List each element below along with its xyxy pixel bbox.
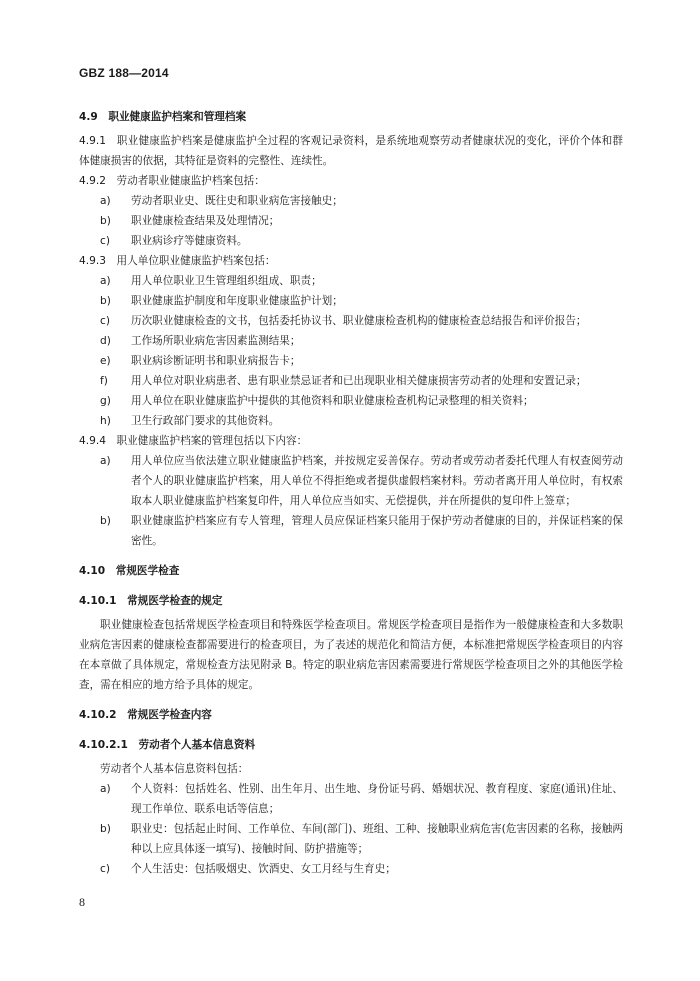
para-4-9-4: 4.9.4 职业健康监护档案的管理包括以下内容： bbox=[79, 435, 308, 447]
list-item bbox=[79, 211, 623, 231]
list-item bbox=[79, 291, 623, 311]
list-item bbox=[79, 411, 623, 431]
list-item-text: 用人单位应当依法建立职业健康监护档案，并按规定妥善保存。劳动者或劳动者委托代理人有权查阅劳动者个人的职业健康监护档案，用人单位不得拒绝或者提供虚假档案材料。劳动者离开用人单位时，有权索取本人职业健康监护档案复印件，用人单位应当如实、无偿提供，并在所提供的复印件上签章； bbox=[131, 455, 623, 507]
para-4-9-3: 4.9.3 用人单位职业健康监护档案包括： bbox=[79, 255, 276, 267]
list-item bbox=[79, 391, 623, 411]
list-item bbox=[79, 231, 623, 251]
list-item-label: a) bbox=[100, 195, 111, 207]
section-4-9-title: 4.9 职业健康监护档案和管理档案 bbox=[79, 111, 247, 123]
list-item bbox=[79, 191, 623, 211]
list-item-label: f) bbox=[100, 375, 108, 387]
list-item-label: b) bbox=[100, 515, 111, 527]
list-item bbox=[79, 859, 623, 879]
list-item bbox=[79, 271, 623, 291]
standard-header: GBZ 188—2014 bbox=[79, 66, 169, 80]
list-item-label: a) bbox=[100, 455, 111, 467]
list-item-text: 个人生活史：包括吸烟史、饮酒史、女工月经与生育史； bbox=[131, 863, 396, 875]
list-item bbox=[79, 511, 623, 551]
section-4-10-2-1-title: 4.10.2.1 劳动者个人基本信息资料 bbox=[79, 739, 256, 751]
list-item-text: 职业病诊疗等健康资料。 bbox=[131, 235, 248, 247]
list-item bbox=[79, 819, 623, 859]
list-item-text: 用人单位职业卫生管理组织组成、职责； bbox=[131, 275, 322, 287]
para-4-10-2-1-intro: 劳动者个人基本信息资料包括： bbox=[100, 763, 249, 775]
list-item-label: a) bbox=[100, 275, 111, 287]
page-content bbox=[79, 103, 623, 879]
list-item bbox=[79, 779, 623, 819]
list-item bbox=[79, 331, 623, 351]
list-item-text: 个人资料：包括姓名、性别、出生年月、出生地、身份证号码、婚姻状况、教育程度、家庭(通讯)住址、现工作单位、联系电话等信息； bbox=[131, 783, 623, 815]
list-item-text: 职业病诊断证明书和职业病报告卡； bbox=[131, 355, 301, 367]
list-item-label: b) bbox=[100, 215, 111, 227]
list-item-text: 职业史：包括起止时间、工作单位、车间(部门)、班组、工种、接触职业病危害(危害因素的名称，接触两种以上应具体逐一填写)、接触时间、防护措施等； bbox=[131, 823, 623, 855]
list-item-text: 劳动者职业史、既往史和职业病危害接触史； bbox=[131, 195, 343, 207]
section-4-10-1-title: 4.10.1 常规医学检查的规定 bbox=[79, 595, 223, 607]
list-item-label: a) bbox=[100, 783, 111, 795]
list-item bbox=[79, 311, 623, 331]
list-item-label: d) bbox=[100, 335, 111, 347]
list-item-label: c) bbox=[100, 863, 110, 875]
list-4-9-4 bbox=[79, 451, 623, 551]
page-number: 8 bbox=[79, 895, 85, 909]
list-item-text: 职业健康监护档案应有专人管理，管理人员应保证档案只能用于保护劳动者健康的目的，并保证档案的保密性。 bbox=[131, 515, 623, 547]
list-item-text: 职业健康监护制度和年度职业健康监护计划； bbox=[131, 295, 343, 307]
para-4-9-2: 4.9.2 劳动者职业健康监护档案包括： bbox=[79, 175, 265, 187]
list-item-label: c) bbox=[100, 315, 110, 327]
para-4-9-1: 4.9.1 职业健康监护档案是健康监护全过程的客观记录资料，是系统地观察劳动者健康状况的变化，评价个体和群体健康损害的依据，其特征是资料的完整性、连续性。 bbox=[79, 135, 623, 167]
list-4-9-3 bbox=[79, 271, 623, 431]
list-item-text: 卫生行政部门要求的其他资料。 bbox=[131, 415, 280, 427]
list-item-label: b) bbox=[100, 295, 111, 307]
para-4-10-1: 职业健康检查包括常规医学检查项目和特殊医学检查项目。常规医学检查项目是指作为一般健康检查和大多数职业病危害因素的健康检查都需要进行的检查项目，为了表述的规范化和简洁方便，本标准把常规医学检查项目的内容在本章做了具体规定，常规检查方法见附录 B。特定的职业病危害因素需要进行常规医学检查项目之外的其他医学检查，需在相应的地方给予具体的规定。 bbox=[79, 619, 623, 691]
list-item-text: 职业健康检查结果及处理情况； bbox=[131, 215, 280, 227]
list-item bbox=[79, 451, 623, 511]
list-item-label: b) bbox=[100, 823, 111, 835]
list-item-text: 用人单位对职业病患者、患有职业禁忌证者和已出现职业相关健康损害劳动者的处理和安置记录； bbox=[131, 375, 587, 387]
section-4-10-title: 4.10 常规医学检查 bbox=[79, 565, 180, 577]
section-4-10-2-title: 4.10.2 常规医学检查内容 bbox=[79, 709, 212, 721]
list-item-label: e) bbox=[100, 355, 111, 367]
list-item bbox=[79, 351, 623, 371]
list-4-9-2 bbox=[79, 191, 623, 251]
list-item-text: 用人单位在职业健康监护中提供的其他资料和职业健康检查机构记录整理的相关资料； bbox=[131, 395, 534, 407]
list-item-label: h) bbox=[100, 415, 111, 427]
list-item-label: c) bbox=[100, 235, 110, 247]
list-item-label: g) bbox=[100, 395, 111, 407]
list-4-10-2-1 bbox=[79, 779, 623, 879]
list-item-text: 历次职业健康检查的文书，包括委托协议书、职业健康检查机构的健康检查总结报告和评价报告； bbox=[131, 315, 587, 327]
list-item bbox=[79, 371, 623, 391]
list-item-text: 工作场所职业病危害因素监测结果； bbox=[131, 335, 301, 347]
